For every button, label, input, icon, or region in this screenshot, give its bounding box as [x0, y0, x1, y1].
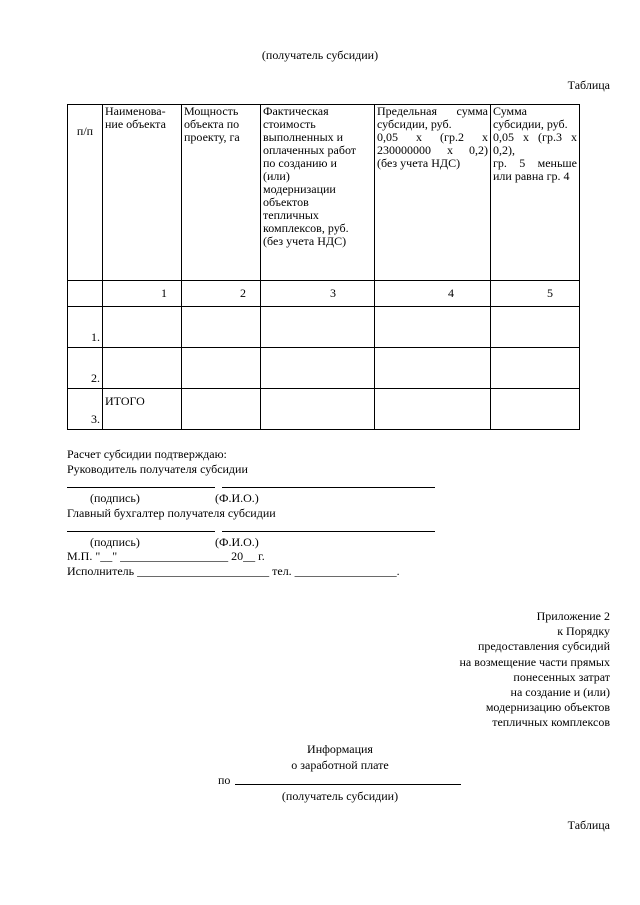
header-line: или равна гр. 4 [493, 169, 570, 183]
header-line: субсидии, руб. [493, 117, 568, 131]
appendix-block [459, 609, 610, 731]
col-number: 5 [491, 281, 580, 307]
header-cell: Мощность объекта по проекту, га [182, 105, 261, 281]
col-number: 4 [375, 281, 491, 307]
recipient-line [235, 784, 461, 785]
header-line: Сумма [493, 104, 527, 118]
fio-line [222, 531, 435, 532]
info-title: Информация [307, 742, 373, 756]
header-line: 230000000 х 0,2) [377, 143, 488, 157]
table-cell [261, 348, 375, 389]
fio-caption: (Ф.И.О.) [215, 535, 259, 549]
table-cell [261, 389, 375, 430]
row-name: ИТОГО [103, 389, 182, 430]
appendix-line: на создание и (или) [510, 685, 610, 700]
recipient-caption: (получатель субсидии) [281, 789, 399, 803]
appendix-line: предоставления субсидий [477, 639, 610, 654]
header-line: 0,05 х (гр.2 х [377, 130, 488, 144]
table-cell [182, 307, 261, 348]
recipient-caption: (получатель субсидии) [261, 48, 379, 62]
appendix-line: на возмещение части прямых [459, 654, 610, 669]
col-number: 3 [261, 281, 375, 307]
header-line: (без учета НДС) [377, 156, 461, 170]
header-line: субсидии, руб. [377, 117, 452, 131]
info-po: по [218, 773, 231, 787]
executor-line: Исполнитель ______________________ тел. _________________. [67, 564, 400, 578]
row-number: 3. [68, 389, 103, 430]
column-number-row [68, 281, 580, 307]
table-cell [375, 348, 491, 389]
row-name [103, 307, 182, 348]
fio-caption: (Ф.И.О.) [215, 491, 259, 505]
appendix-line: понесенных затрат [513, 669, 610, 684]
table-cell [375, 307, 491, 348]
table-cell [491, 389, 580, 430]
appendix-line: Приложение 2 [536, 609, 610, 623]
signature-caption: (подпись) [90, 535, 140, 549]
header-line: 0,2), [493, 143, 515, 157]
table-label: Таблица [567, 818, 610, 832]
table-label: Таблица [567, 78, 610, 92]
subsidy-table [67, 104, 580, 430]
row-name [103, 348, 182, 389]
table-cell [491, 348, 580, 389]
appendix-line: тепличных комплексов [492, 715, 610, 730]
table-row [68, 307, 580, 348]
table-cell [182, 389, 261, 430]
signature-caption: (подпись) [90, 491, 140, 505]
header-line: 0,05 х (гр.3 х [493, 130, 577, 144]
appendix-line: модернизацию объектов [485, 700, 610, 715]
header-cell [68, 105, 103, 281]
appendix-line: к Порядку [557, 624, 610, 639]
header-cell: Наименова- ние объекта [103, 105, 182, 281]
info-subtitle: о заработной плате [291, 758, 389, 772]
header-line: гр. 5 меньше [493, 156, 577, 170]
col-number: 1 [103, 281, 182, 307]
table-cell [182, 348, 261, 389]
header-cell [375, 105, 491, 281]
table-cell [491, 307, 580, 348]
row-number: 1. [68, 307, 103, 348]
col-number [68, 281, 103, 307]
col-number: 2 [182, 281, 261, 307]
row-number: 2. [68, 348, 103, 389]
table-cell [375, 389, 491, 430]
accountant-title: Главный бухгалтер получателя субсидии [67, 506, 276, 520]
signature-line [67, 531, 215, 532]
signature-line [67, 487, 215, 488]
header-text: п/п [76, 124, 94, 138]
stamp-date: М.П. "__" __________________ 20__ г. [67, 549, 265, 563]
header-line: Предельная сумма [377, 104, 488, 118]
head-title: Руководитель получателя субсидии [67, 462, 248, 476]
fio-line [222, 487, 435, 488]
header-cell [491, 105, 580, 281]
table-row [68, 348, 580, 389]
header-cell: Фактическая стоимость выполненных и оплаченных работ по созданию и (или) модернизации объектов тепличных комплексов, руб. (без учета НДС) [261, 105, 375, 281]
table-row [68, 389, 580, 430]
table-cell [261, 307, 375, 348]
confirm-text: Расчет субсидии подтверждаю: [67, 447, 227, 461]
table-header-row [68, 105, 580, 281]
